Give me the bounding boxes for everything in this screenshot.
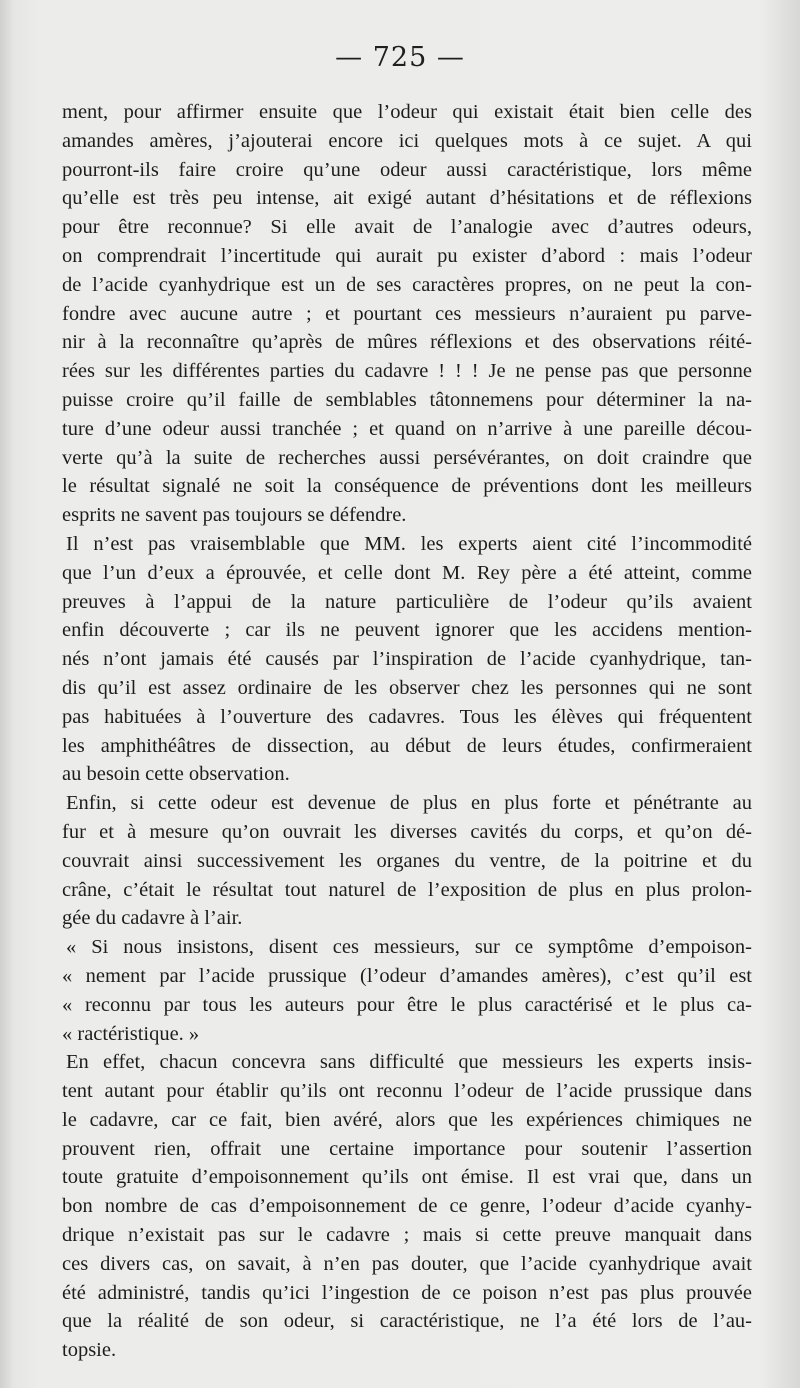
text-line: fur et à mesure qu’on ouvrait les diverses cavités du corps, et qu’on dé- xyxy=(62,820,752,843)
text-line: le cadavre, car ce fait, bien avéré, alors que les expériences chimiques ne xyxy=(62,1108,752,1131)
text-line: pas habituées à l’ouverture des cadavres. Tous les élèves qui fréquentent xyxy=(62,705,752,728)
text-line: enfin découverte ; car ils ne peuvent ignorer que les accidens mention- xyxy=(62,619,752,642)
text-line: de l’acide cyanhydrique est un de ses caractères propres, on ne peut la con- xyxy=(62,273,752,296)
text-line: qu’elle est très peu intense, ait exigé autant d’hésitations et de réflexions xyxy=(62,187,752,210)
text-line: nir à la reconnaître qu’après de mûres réflexions et des observations réité- xyxy=(62,331,752,354)
text-line: ment, pour affirmer ensuite que l’odeur qui existait était bien celle des xyxy=(62,101,752,123)
text-line: amandes amères, j’ajouterai encore ici quelques mots à ce sujet. A qui xyxy=(62,129,752,152)
page-number-header: — 725 — xyxy=(335,42,465,73)
text-line: puisse croire qu’il faille de semblables tâtonnemens pour déterminer la na- xyxy=(62,388,752,411)
text-line: drique n’existait pas sur le cadavre ; mais si cette preuve manquait dans xyxy=(62,1224,752,1247)
text-line: couvrait ainsi successivement les organes du ventre, de la poitrine et du xyxy=(62,849,752,872)
text-line: topsie. xyxy=(62,1339,117,1362)
text-line: fondre avec aucune autre ; et pourtant ces messieurs n’auraient pu parve- xyxy=(62,302,752,325)
text-line: verte qu’à la suite de recherches aussi persévérantes, on doit craindre que xyxy=(62,446,752,469)
text-line: esprits ne savent pas toujours se défendre. xyxy=(62,504,407,527)
text-line: bon nombre de cas d’empoisonnement de ce genre, l’odeur d’acide cyanhy- xyxy=(62,1195,752,1218)
text-line: « nement par l’acide prussique (l’odeur d’amandes amères), c’est qu’il est xyxy=(62,964,752,987)
text-line: que l’un d’eux a éprouvée, et celle dont M. Rey père a été atteint, comme xyxy=(62,561,752,584)
text-line: crâne, c’était le résultat tout naturel de l’exposition de plus en plus prolon- xyxy=(62,878,752,901)
text-line: Enfin, si cette odeur est devenue de plus en plus forte et pénétrante au xyxy=(66,792,752,815)
page-body-text xyxy=(62,98,752,1365)
text-line: gée du cadavre à l’air. xyxy=(62,907,243,930)
text-line: « ractéristique. » xyxy=(62,1022,200,1045)
text-line: Il n’est pas vraisemblable que MM. les experts aient cité l’incommodité xyxy=(66,532,752,555)
text-line: tent autant pour établir qu’ils ont reconnu l’odeur de l’acide prussique dans xyxy=(62,1080,752,1103)
text-line: En effet, chacun concevra sans difficulté que messieurs les experts insis- xyxy=(66,1051,752,1074)
text-line: ture d’une odeur aussi tranchée ; et quand on n’arrive à une pareille décou- xyxy=(62,417,752,440)
text-line: preuves à l’appui de la nature particulière de l’odeur qu’ils avaient xyxy=(62,590,752,613)
text-line: rées sur les différentes parties du cadavre ! ! ! Je ne pense pas que personne xyxy=(62,360,752,383)
text-line: on comprendrait l’incertitude qui aurait pu exister d’abord : mais l’odeur xyxy=(62,244,752,267)
text-line: pour être reconnue? Si elle avait de l’analogie avec d’autres odeurs, xyxy=(62,216,752,239)
text-line: au besoin cette observation. xyxy=(62,763,290,786)
text-line: les amphithéâtres de dissection, au début de leurs études, confirmeraient xyxy=(62,734,752,757)
text-line: dis qu’il est assez ordinaire de les observer chez les personnes qui ne sont xyxy=(62,676,752,699)
text-line: nés n’ont jamais été causés par l’inspiration de l’acide cyanhydrique, tan- xyxy=(62,648,752,671)
text-line: que la réalité de son odeur, si caractéristique, ne l’a été lors de l’au- xyxy=(62,1310,752,1333)
text-line: toute gratuite d’empoisonnement qu’ils ont émise. Il est vrai que, dans un xyxy=(62,1166,752,1189)
text-line: pourront-ils faire croire qu’une odeur aussi caractéristique, lors même xyxy=(62,158,752,181)
text-line: prouvent rien, offrait une certaine importance pour soutenir l’assertion xyxy=(62,1137,752,1160)
text-line: le résultat signalé ne soit la conséquence de préventions dont les meilleurs xyxy=(62,475,752,498)
text-line: « reconnu par tous les auteurs pour être le plus caractérisé et le plus ca- xyxy=(62,993,752,1016)
text-line: été administré, tandis qu’ici l’ingestion de ce poison n’est pas plus prouvée xyxy=(62,1281,752,1304)
text-line: ces divers cas, on savait, à n’en pas douter, que l’acide cyanhydrique avait xyxy=(62,1252,752,1275)
text-line: « Si nous insistons, disent ces messieurs, sur ce symptôme d’empoison- xyxy=(66,936,752,959)
